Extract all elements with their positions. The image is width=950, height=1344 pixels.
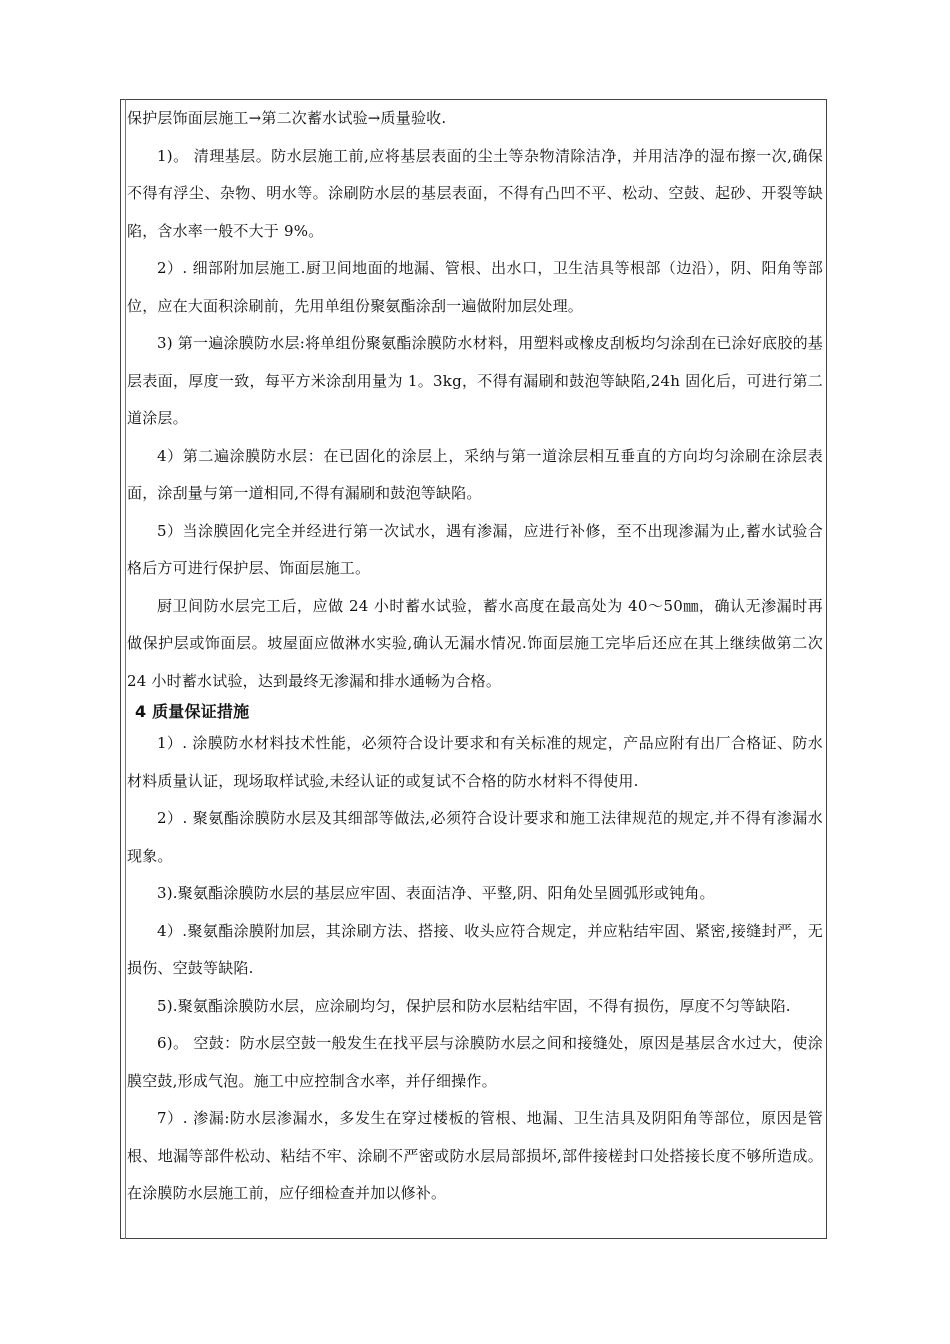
measure-6-paragraph: 6)。 空鼓：防水层空鼓一般发生在找平层与涂膜防水层之间和接缝处，原因是基层含水过大，使涂膜空鼓,形成气泡。施工中应控制含水率，并仔细操作。 — [127, 1034, 823, 1090]
measure-1-paragraph: 1）. 涂膜防水材料技术性能，必须符合设计要求和有关标准的规定，产品应附有出厂合格证、防水材料质量认证，现场取样试验,未经认证的或复试不合格的防水材料不得使用. — [127, 734, 823, 790]
intro-line: 保护层饰面层施工→第二次蓄水试验→质量验收. — [127, 109, 447, 127]
step-5-paragraph: 5）当涂膜固化完全并经进行第一次试水，遇有渗漏，应进行补修，至不出现渗漏为止,蓄水试验合格后方可进行保护层、饰面层施工。 — [127, 521, 823, 577]
measure-7-paragraph: 7）. 渗漏:防水层渗漏水，多发生在穿过楼板的管根、地漏、卫生洁具及阴阳角等部位，原因是管根、地漏等部件松动、粘结不牢、涂刷不严密或防水层局部损坏,部件接槎封口处搭接长度不够所造成。在涂膜防水层施工前，应仔细检查并加以修补。 — [127, 1109, 823, 1202]
step-2-paragraph: 2）. 细部附加层施工.厨卫间地面的地漏、管根、出水口，卫生洁具等根部（边沿），阴、阳角等部位，应在大面积涂刷前，先用单组份聚氨酯涂刮一遍做附加层处理。 — [127, 259, 823, 315]
table-inner-border — [125, 99, 126, 1239]
section-heading-quality: 4 质量保证措施 — [135, 702, 250, 721]
document-body — [127, 100, 823, 1213]
step-3-paragraph: 3) 第一遍涂膜防水层:将单组份聚氨酯涂膜防水材料，用塑料或橡皮刮板均匀涂刮在已涂好底胶的基层表面，厚度一致，每平方米涂刮用量为 1。3kg，不得有漏刷和鼓泡等缺陷,24h 固化后，可进行第二道涂层。 — [127, 334, 823, 427]
measure-4-paragraph: 4）.聚氨酯涂膜附加层，其涂刷方法、搭接、收头应符合规定，并应粘结牢固、紧密,接缝封严，无损伤、空鼓等缺陷. — [127, 921, 823, 977]
measure-5-paragraph: 5).聚氨酯涂膜防水层，应涂刷均匀，保护层和防水层粘结牢固，不得有损伤，厚度不匀等缺陷. — [157, 996, 791, 1015]
step-1-paragraph: 1)。 清理基层。防水层施工前,应将基层表面的尘土等杂物清除洁净，并用洁净的湿布擦一次,确保不得有浮尘、杂物、明水等。涂刷防水层的基层表面，不得有凸凹不平、松动、空鼓、起砂、开裂等缺陷，含水率一般不大于 9%。 — [127, 146, 823, 240]
measure-3-paragraph: 3).聚氨酯涂膜防水层的基层应牢固、表面洁净、平整,阴、阳角处呈圆弧形或钝角。 — [157, 884, 715, 902]
water-test-paragraph: 厨卫间防水层完工后，应做 24 小时蓄水试验，蓄水高度在最高处为 40～50㎜，确认无渗漏时再做保护层或饰面层。坡屋面应做淋水实验,确认无漏水情况.饰面层施工完毕后还应在其上继续做第二次 24 小时蓄水试验，达到最终无渗漏和排水通畅为合格。 — [127, 596, 823, 690]
measure-2-paragraph: 2）. 聚氨酯涂膜防水层及其细部等做法,必须符合设计要求和施工法律规范的规定,并不得有渗漏水现象。 — [127, 809, 823, 865]
step-4-paragraph: 4）第二遍涂膜防水层：在已固化的涂层上，采纳与第一道涂层相互垂直的方向均匀涂刷在涂层表面，涂刮量与第一道相同,不得有漏刷和鼓泡等缺陷。 — [127, 446, 823, 502]
